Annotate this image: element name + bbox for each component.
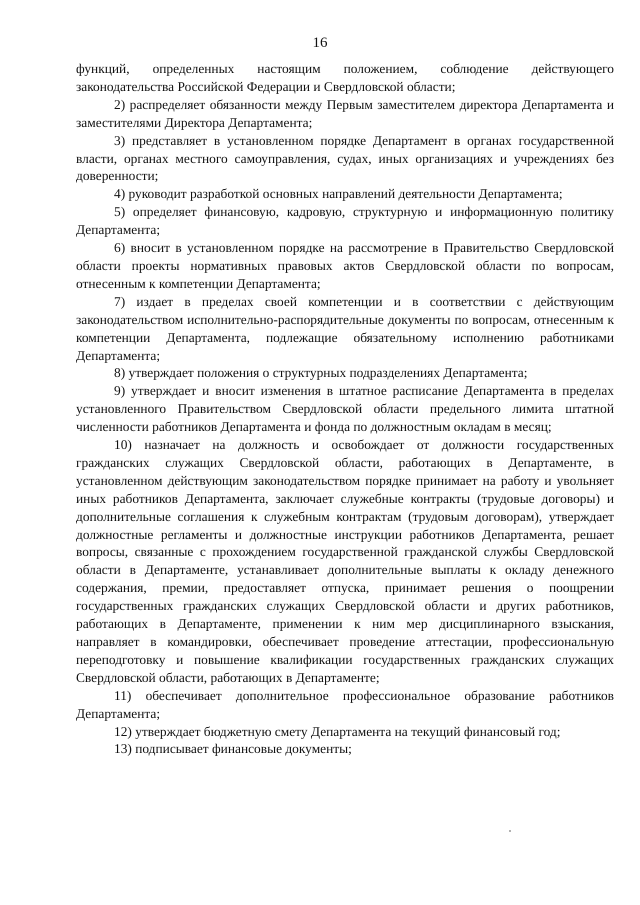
paragraph-item-12: 12) утверждает бюджетную смету Департамента на текущий финансовый год; xyxy=(114,723,561,739)
paragraph-item-5: 5) определяет финансовую, кадровую, структурную и информационную политику Департамента; xyxy=(76,204,614,238)
paragraph-item-3: 3) представляет в установленном порядке Департамент в органах государственной власти, органах местного самоуправления, судах, иных организациях и учреждениях без доверенности; xyxy=(76,132,614,184)
document-body xyxy=(76,60,614,758)
paragraph-item-4: 4) руководит разработкой основных направлений деятельности Департамента; xyxy=(114,186,563,202)
paragraph-item-9: 9) утверждает и вносит изменения в штатное расписание Департамента в пределах установленного Правительством Свердловской области предельного лимита штатной численности работников Департамента и фонда по должностным окладам в месяц; xyxy=(76,383,614,435)
paragraph-item-8: 8) утверждает положения о структурных подразделениях Департамента; xyxy=(114,365,528,381)
paragraph-item-13: 13) подписывает финансовые документы; xyxy=(114,741,352,757)
paragraph-item-11: 11) обеспечивает дополнительное профессиональное образование работников Департамента; xyxy=(76,687,614,721)
paragraph-item-10: 10) назначает на должность и освобождает от должности государственных гражданских служащих Свердловской области, работающих в Департаменте, в установленном действующим законодательством порядке принимает на работу и увольняет иных работников Департамента, заключает служебные контракты (трудовые договоры) и дополнительные соглашения к служебным контрактам (трудовым договорам), утверждает должностные регламенты и должностные инструкции работников Департамента, решает вопросы, связанные с прохождением государственной гражданской службы Свердловской области в Департаменте, устанавливает дополнительные выплаты к окладу денежного содержания, премии, предоставляет отпуска, принимает решения о поощрении государственных гражданских служащих Свердловской области и других работников, работающих в Департаменте, применении к ним мер дисциплинарного взыскания, направляет в командировки, обеспечивает проведение аттестации, профессиональную переподготовку и повышение квалификации государственных гражданских служащих Свердловской области, работающих в Департаменте; xyxy=(76,437,614,685)
paragraph-item-7: 7) издает в пределах своей компетенции и в соответствии с действующим законодательством исполнительно-распорядительные документы по вопросам, отнесенным к компетенции Департамента, подлежащие обязательному исполнению работниками Департамента; xyxy=(76,293,614,363)
paragraph-item-6: 6) вносит в установленном порядке на рассмотрение в Правительство Свердловской области проекты нормативных правовых актов Свердловской области по вопросам, отнесенным к компетенции Департамента; xyxy=(76,240,614,291)
paragraph-item-2: 2) распределяет обязанности между Первым заместителем директора Департамента и заместителями Директора Департамента; xyxy=(76,96,614,130)
page-number: 16 xyxy=(312,35,328,51)
scan-speck xyxy=(509,830,511,832)
paragraph-continuation: функций, определенных настоящим положением, соблюдение действующего законодательства Российской Федерации и Свердловской области; xyxy=(76,61,614,94)
